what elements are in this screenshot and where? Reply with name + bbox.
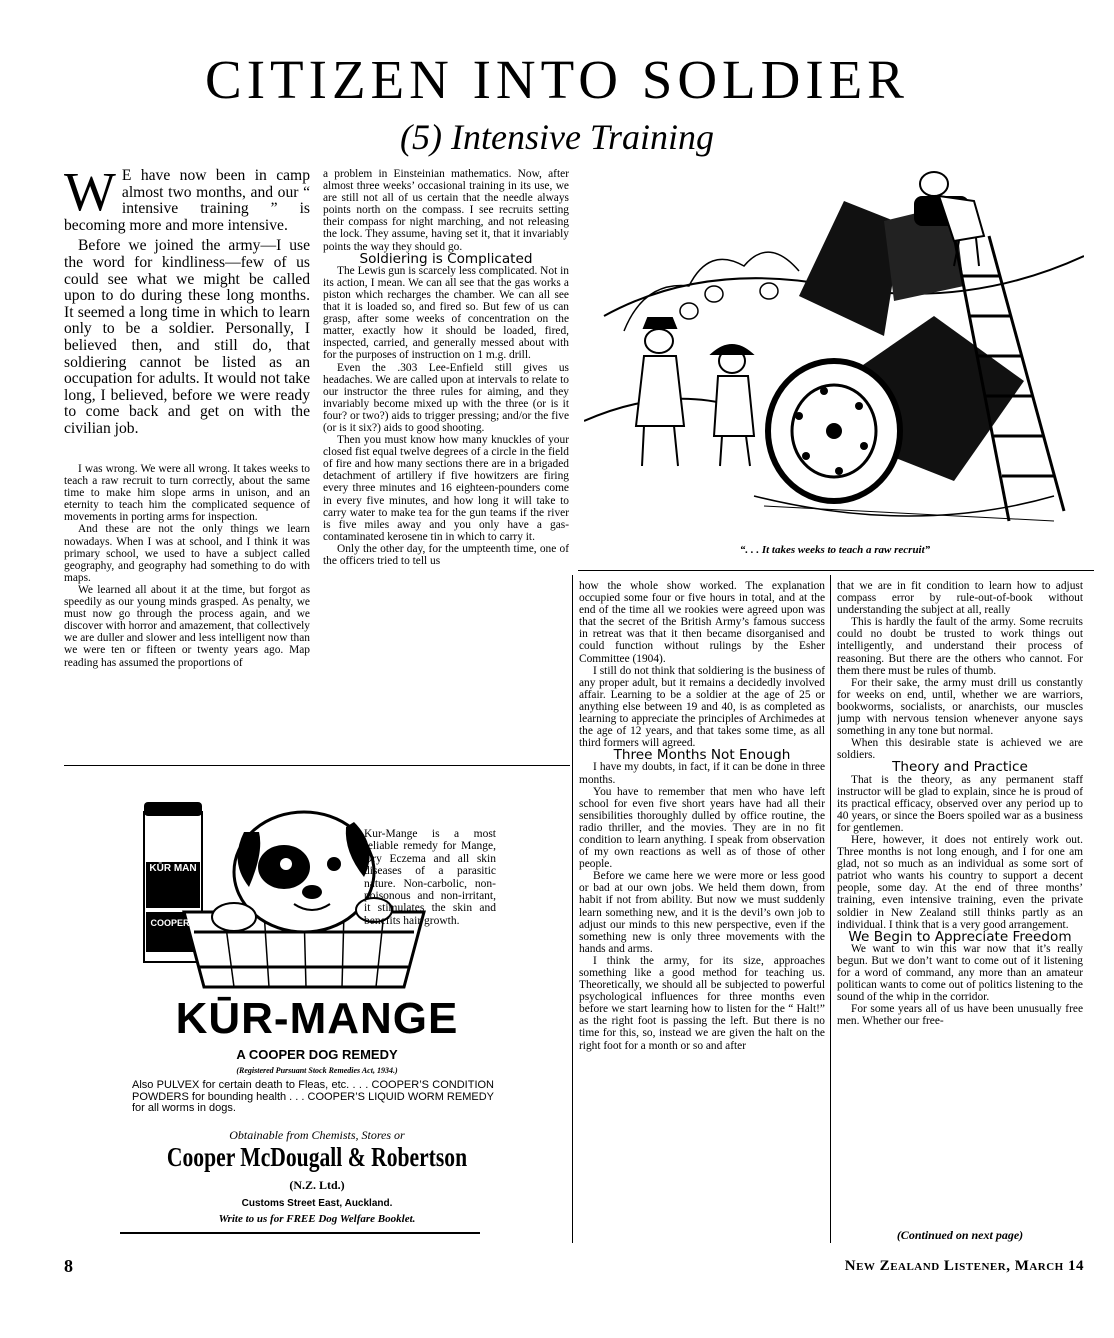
paragraph: that we are in fit condition to learn how to adjust compass error by rule-out-of-book without understanding the subject at all, really — [837, 580, 1083, 617]
divider-rule — [578, 570, 1094, 571]
paragraph: I was wrong. We were all wrong. It takes weeks to teach a raw recruit to turn correctly, about the same time to make him slope arms in unison, and an eternity to teach him the complicated sequence of movements in porting arms for inspection. — [64, 463, 310, 524]
article-column-3 — [579, 580, 825, 1240]
paragraph: I still do not think that soldiering is the business of any proper adult, but it remains a decidedly involved affair. Learning to be a soldier at the age of 25 or anything else between 19 and 40, is as completed as learning to appreciate the principles of Archimedes at the age of 12 years, and that takes some time, as all third formers will agreed. — [579, 664, 825, 750]
drop-cap: W — [64, 168, 116, 222]
paragraph: This is hardly the fault of the army. Some recruits could no doubt be trusted to work things out intelligently, and understand their process of reasoning. But there are the others who cannot. For them there must be rules of thumb. — [837, 616, 1083, 677]
column-rule — [572, 575, 573, 1243]
ad-blurb: Kur-Mange is a most reliable remedy for Mange, Dry Eczema and all skin diseases of a parasitic nature. Non-carbolic, non-poisonous and non-irritant, it stimulates the skin and benefits hair growth. — [364, 828, 496, 927]
ad-address: Customs Street East, Auckland. — [241, 1198, 393, 1209]
paragraph: We learned all about it at the time, but forgot as speedily as our young minds grasped. As penalty, we must now go through the process again, and we discover with horror and amazement, that collectively we are duller and slower and less intelligent now than we were ten or fifteen or twenty years ago. Map reading has assumed the proportions of — [64, 583, 310, 669]
cartoon-illustration — [584, 166, 1084, 542]
paragraph: Even the .303 Lee-Enfield still gives us headaches. We are called upon at intervals to relate to our instructor the three rules for aiming, and they invariably become mixed up with the three (or is it four? or two?) aids to trigger pressing; and/or the five (or is it six?) aids to good shooting. — [323, 361, 569, 434]
illustration-caption: “. . . It takes weeks to teach a raw recruit” — [739, 544, 931, 556]
paragraph: I have my doubts, in fact, if it can be done in three months. — [579, 761, 825, 786]
paragraph: a problem in Einsteinian mathematics. Now, after almost three weeks’ occasional training in its use, we are still not all of us certain that the needle always points north on the compass. I see recruits setting their compass for night marching, and not releasing the lock. They assume, having set it, that it invariably points the way they should go. — [323, 168, 569, 253]
ad-registration: (Registered Pursuant Stock Remedies Act, 1934.) — [236, 1066, 398, 1075]
tin-label-bottom: COOPERS — [150, 918, 196, 928]
ad-booklet-offer: Write to us for FREE Dog Welfare Booklet. — [218, 1213, 416, 1225]
paragraph: And these are not the only things we learn nowadays. When I was at school, and I think it was primary school, we used to have a subject called geography, and geography had something to do with maps. — [64, 523, 310, 584]
paragraph: Only the other day, for the umpteenth time, one of the officers tried to tell us — [323, 542, 569, 567]
paragraph: For some years all of us have been unusually free men. Whether our free- — [837, 1003, 1083, 1028]
article-column-1-lower — [64, 463, 310, 761]
paragraph: That is the theory, as any permanent staff instructor will be glad to explain, since he is proud of its practical efficacy, observed over any period up to 40 years, or since the Boers spoiled war as a business for gentlemen. — [837, 773, 1083, 834]
page-number: 8 — [64, 1256, 74, 1276]
ad-company-name: Cooper McDougall & Robertson — [166, 1142, 468, 1172]
cartoon-drawing — [584, 166, 1084, 542]
paragraph: When this desirable state is achieved we are soldiers. — [837, 737, 1083, 762]
paragraph: The Lewis gun is scarcely less complicated. Not in its action, I mean. We can all see that the gas works a piston which recharges the chamber. We can all see that it is loaded so, and fired so. But few of us can grasp, after some weeks of concentration on the matter, exactly how it should be loaded, fired, inspected, carried, and generally messed about with for the purposes of instruction on 1 m.g. drill. — [323, 264, 569, 362]
paragraph: E have now been in camp almost two months, and our “ intensive training ” is becoming more and more intensive. — [64, 168, 310, 234]
paragraph: You have to remember that men who have left school for even five short years have had all their sensibilities thoroughly dulled by office routine, the radio thriller, and the movies. They are in no fit condition to learn anything. I speak from observation of my own reactions as well as of those of other people. — [579, 785, 825, 871]
ad-tagline: A COOPER DOG REMEDY — [236, 1047, 398, 1062]
section-heading: Soldiering is Complicated — [359, 250, 533, 267]
kur-mange-advertisement — [64, 770, 570, 1240]
paragraph: I think the army, for its size, approaches something like a good method for teaching us. Theoretically, we should all be subjected to powerful psychological influences for three months even before we start learning how to listen for the “ Halt!” as the right foot is passing the left. But there is no time for this, so, instead we are given the halt on the right foot for a month or so and after — [579, 954, 825, 1052]
paragraph: Here, however, it does not entirely work out. Three months is not long enough, and I for one am glad, not so much as an individual as some sort of patriot who wants his country to support a decent people, some day. At the end of three months’ training, even intensive training, even the private soldier in New Zealand still thinks partly as an individual. I think that is a very good arrangement. — [837, 833, 1083, 931]
section-heading: Three Months Not Enough — [613, 747, 791, 764]
column-rule — [830, 575, 831, 1243]
article-column-4 — [837, 580, 1083, 1228]
paragraph: Before we joined the army—I use the word for kindliness—few of us could see what we might be called upon to do during these long months. It seemed a long time in which to learn only to be a soldier. Personally, I believed then, and still do, that soldiering cannot be listed as an occupation for adults. It would not take long, I believed, before we were ready to come back and get on with the civilian job. — [64, 237, 310, 437]
continued-note: (Continued on next page) — [896, 1228, 1024, 1242]
article-column-2 — [323, 168, 569, 762]
section-heading: We Begin to Appreciate Freedom — [848, 928, 1072, 945]
headline: CITIZEN INTO SOLDIER — [205, 49, 909, 110]
ad-brand-name: KŪR-MANGE — [175, 994, 459, 1043]
paragraph: Then you must know how many knuckles of your closed fist equal twelve degrees of a circle in the field of fire and how many sections there are in a brigaded detachment of artillery if five howitzers are firing every three minutes and 16 eighteen-pounders come in every five minutes, and how long it will take to carry water to make tea for the gun teams if the river is five miles away and you only have a gas-contaminated kerosene tin in which to carry it. — [323, 434, 569, 543]
paragraph: how the whole show worked. The explanation occupied some four or five hours in total, and at the end of the time all we rookies were agreed upon was that the secret of the British Army’s famous success in retreat was that it then became disorganised and could function without rulings by the Esher Committee (1904). — [579, 580, 825, 665]
section-heading: Theory and Practice — [892, 759, 1028, 776]
paragraph: We want to win this war now that it’s really begun. But we don’t want to come out of it listening for a word of command, any more than an amateur politican wants to come out of politics listening to the sound of the whip in the corridor. — [837, 942, 1083, 1004]
paragraph: For their sake, the army must drill us constantly for weeks on end, until, whether we are warriors, bookworms, socialists, or anarchists, our muscles jump with nervous tension whenever anyone says something in any tone but normal. — [837, 676, 1083, 738]
paragraph: Before we came here we were more or less good or bad at our own jobs. We held them down, from habit if not from ability. But now we must suddenly learn something new, and it is the devil’s own job to adjust our minds to this new perspective, even if the something new is only three movements with the hands and arms. — [579, 870, 825, 955]
ad-obtainable: Obtainable from Chemists, Stores or — [229, 1128, 405, 1142]
divider-rule — [64, 765, 570, 766]
subheadline: (5) Intensive Training — [400, 117, 714, 157]
ad-also-products: Also PULVEX for certain death to Fleas, etc. . . . COOPER’S CONDITION POWDERS for bounding health . . . COOPER’S LIQUID WORM REMEDY for all worms in dogs. — [132, 1079, 494, 1115]
publication-line: New Zealand Listener, March 14 — [844, 1258, 1084, 1274]
article-column-1 — [64, 168, 310, 448]
ad-company-suffix: (N.Z. Ltd.) — [289, 1178, 345, 1192]
tin-label-top: KŪR MAN — [149, 863, 197, 874]
